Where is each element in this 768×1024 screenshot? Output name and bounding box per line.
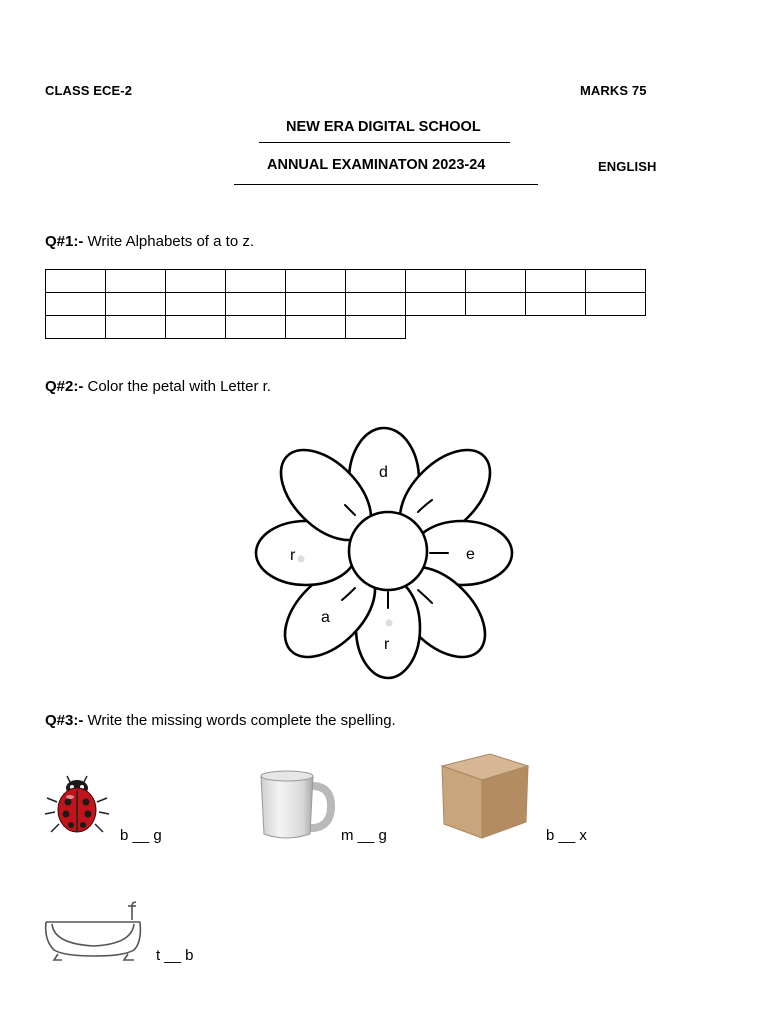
- petal-letter-left: r: [290, 547, 296, 564]
- question-1-number: Q#1:-: [45, 233, 84, 250]
- spelling-word: t __ b: [156, 947, 194, 964]
- petal-letter-right: e: [466, 546, 475, 563]
- question-1-text: Write Alphabets of a to z.: [83, 233, 254, 250]
- marks-label: MARKS 75: [580, 83, 647, 98]
- flower-center: [349, 512, 427, 590]
- spelling-word: b __ x: [546, 827, 587, 844]
- spelling-word: m __ g: [341, 827, 387, 844]
- question-2-number: Q#2:-: [45, 378, 84, 395]
- question-3-number: Q#3:-: [45, 712, 84, 729]
- ladybug-picture: [45, 772, 115, 842]
- petal-letter-bottom: r: [384, 636, 390, 653]
- school-name: NEW ERA DIGITAL SCHOOL: [286, 119, 481, 135]
- bathtub-picture: [44, 900, 144, 965]
- petal-letter-top: d: [379, 464, 388, 481]
- mug-picture: [256, 768, 336, 843]
- question-3: [45, 712, 396, 729]
- spelling-word: b __ g: [120, 827, 162, 844]
- box-picture: [438, 752, 530, 842]
- petal-letter-bottom-left: a: [321, 609, 330, 626]
- exam-title: ANNUAL EXAMINATON 2023-24: [267, 157, 486, 173]
- class-label: CLASS ECE-2: [45, 83, 133, 98]
- subject-label: ENGLISH: [598, 159, 657, 174]
- petal-dot: [298, 556, 305, 563]
- question-2-text: Color the petal with Letter r.: [83, 378, 271, 395]
- question-3-text: Write the missing words complete the spelling.: [83, 712, 396, 729]
- petal-dot: [386, 620, 393, 627]
